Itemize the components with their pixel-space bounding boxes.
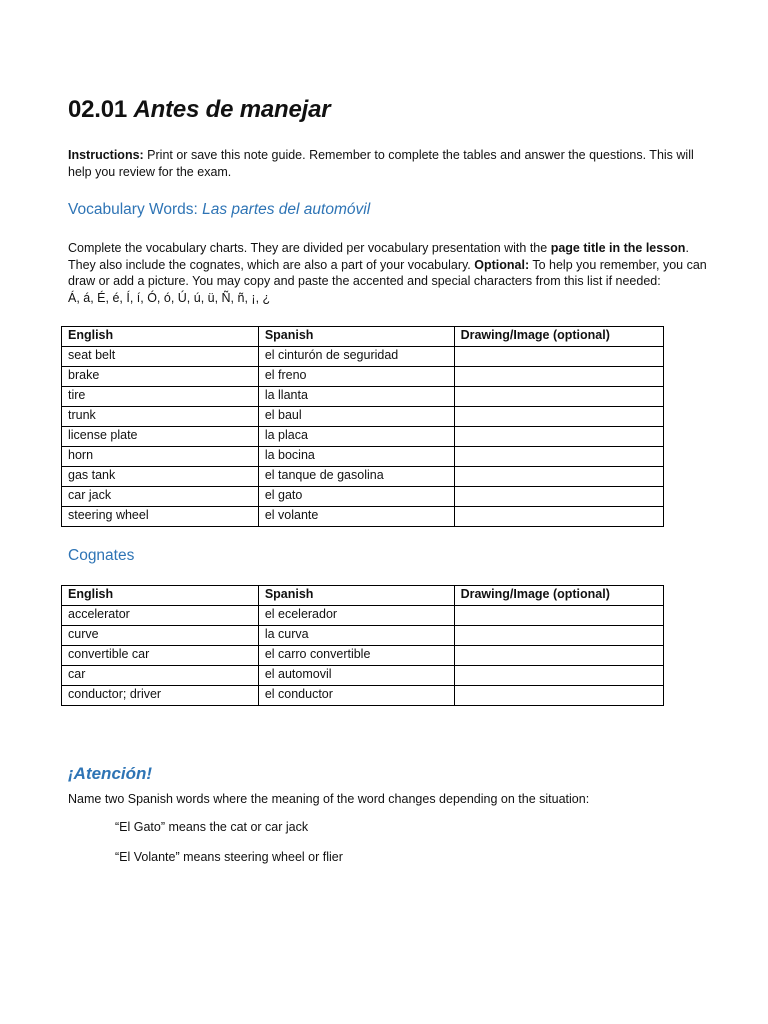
table-row xyxy=(62,387,664,407)
cell-english: car jack xyxy=(62,487,259,507)
cell-drawing[interactable] xyxy=(454,367,663,387)
cell-spanish: el freno xyxy=(258,367,454,387)
cell-english: seat belt xyxy=(62,347,259,367)
table-row xyxy=(62,626,664,646)
cell-drawing[interactable] xyxy=(454,387,663,407)
table-header-row xyxy=(62,586,664,606)
cell-drawing[interactable] xyxy=(454,407,663,427)
cell-spanish: el tanque de gasolina xyxy=(258,467,454,487)
header-spanish: Spanish xyxy=(258,327,454,347)
special-characters: Á, á, É, é, Í, í, Ó, ó, Ú, ú, ü, Ñ, ñ, ¡, ¿ xyxy=(68,290,271,305)
cell-spanish: el baul xyxy=(258,407,454,427)
cell-drawing[interactable] xyxy=(454,606,663,626)
cell-spanish: el automovil xyxy=(258,666,454,686)
cell-drawing[interactable] xyxy=(454,447,663,467)
cell-drawing[interactable] xyxy=(454,487,663,507)
header-drawing: Drawing/Image (optional) xyxy=(454,586,663,606)
cell-spanish: la bocina xyxy=(258,447,454,467)
table-row xyxy=(62,666,664,686)
cell-english: conductor; driver xyxy=(62,686,259,706)
cell-english: curve xyxy=(62,626,259,646)
cell-spanish: el carro convertible xyxy=(258,646,454,666)
table-row xyxy=(62,467,664,487)
header-english: English xyxy=(62,327,259,347)
attention-heading: ¡Atención! xyxy=(68,764,153,783)
instructions-label: Instructions: xyxy=(68,148,144,162)
table-header-row xyxy=(62,327,664,347)
cell-english: license plate xyxy=(62,427,259,447)
vocab-table xyxy=(61,326,664,527)
cell-spanish: el gato xyxy=(258,487,454,507)
cell-english: trunk xyxy=(62,407,259,427)
table-row xyxy=(62,606,664,626)
answer-2: “El Volante” means steering wheel or flier xyxy=(115,850,343,864)
cell-drawing[interactable] xyxy=(454,507,663,527)
attention-question: Name two Spanish words where the meaning of the word changes depending on the situation: xyxy=(68,792,590,806)
cell-drawing[interactable] xyxy=(454,347,663,367)
answer-1: “El Gato” means the cat or car jack xyxy=(115,820,309,834)
header-drawing: Drawing/Image (optional) xyxy=(454,327,663,347)
instructions-text: Print or save this note guide. Remember to complete the tables and answer the questions. This will help you review for the exam. xyxy=(68,148,694,179)
instructions xyxy=(68,147,708,181)
cell-drawing[interactable] xyxy=(454,666,663,686)
table-row xyxy=(62,367,664,387)
title-text: Antes de manejar xyxy=(133,96,331,123)
cognates-table xyxy=(61,585,664,706)
cell-english: convertible car xyxy=(62,646,259,666)
vocab-heading xyxy=(68,201,370,219)
cell-drawing[interactable] xyxy=(454,646,663,666)
vocab-heading-italic: Las partes del automóvil xyxy=(202,201,371,218)
table-row xyxy=(62,407,664,427)
title-number: 02.01 xyxy=(68,96,128,123)
cell-spanish: la llanta xyxy=(258,387,454,407)
cell-drawing[interactable] xyxy=(454,686,663,706)
cell-english: steering wheel xyxy=(62,507,259,527)
page-title xyxy=(68,96,330,124)
cell-drawing[interactable] xyxy=(454,626,663,646)
vocab-para-2: . They also include the cognates, which are also a part of your vocabulary. xyxy=(68,241,689,272)
cell-spanish: la placa xyxy=(258,427,454,447)
cell-drawing[interactable] xyxy=(454,467,663,487)
vocab-para-bold-1: page title in the lesson xyxy=(550,241,686,255)
cell-spanish: el cinturón de seguridad xyxy=(258,347,454,367)
header-spanish: Spanish xyxy=(258,586,454,606)
cell-spanish: la curva xyxy=(258,626,454,646)
cell-drawing[interactable] xyxy=(454,427,663,447)
cognates-heading: Cognates xyxy=(68,547,135,564)
vocab-instructions xyxy=(68,240,708,306)
table-row xyxy=(62,507,664,527)
cell-english: car xyxy=(62,666,259,686)
cell-spanish: el ecelerador xyxy=(258,606,454,626)
vocab-heading-prefix: Vocabulary Words: xyxy=(68,201,203,218)
cell-english: gas tank xyxy=(62,467,259,487)
cell-spanish: el conductor xyxy=(258,686,454,706)
table-row xyxy=(62,487,664,507)
header-english: English xyxy=(62,586,259,606)
cell-spanish: el volante xyxy=(258,507,454,527)
table-row xyxy=(62,686,664,706)
table-row xyxy=(62,427,664,447)
vocab-para-bold-2: Optional: xyxy=(474,257,530,272)
cell-english: brake xyxy=(62,367,259,387)
cell-english: accelerator xyxy=(62,606,259,626)
vocab-para-3: To help you remember, you can draw or add a picture. You may copy and paste the accented and special characters from this list if needed: xyxy=(68,257,707,288)
cell-english: tire xyxy=(62,387,259,407)
table-row xyxy=(62,347,664,367)
vocab-para-1: Complete the vocabulary charts. They are divided per vocabulary presentation with the xyxy=(68,241,551,255)
table-row xyxy=(62,646,664,666)
table-row xyxy=(62,447,664,467)
cell-english: horn xyxy=(62,447,259,467)
